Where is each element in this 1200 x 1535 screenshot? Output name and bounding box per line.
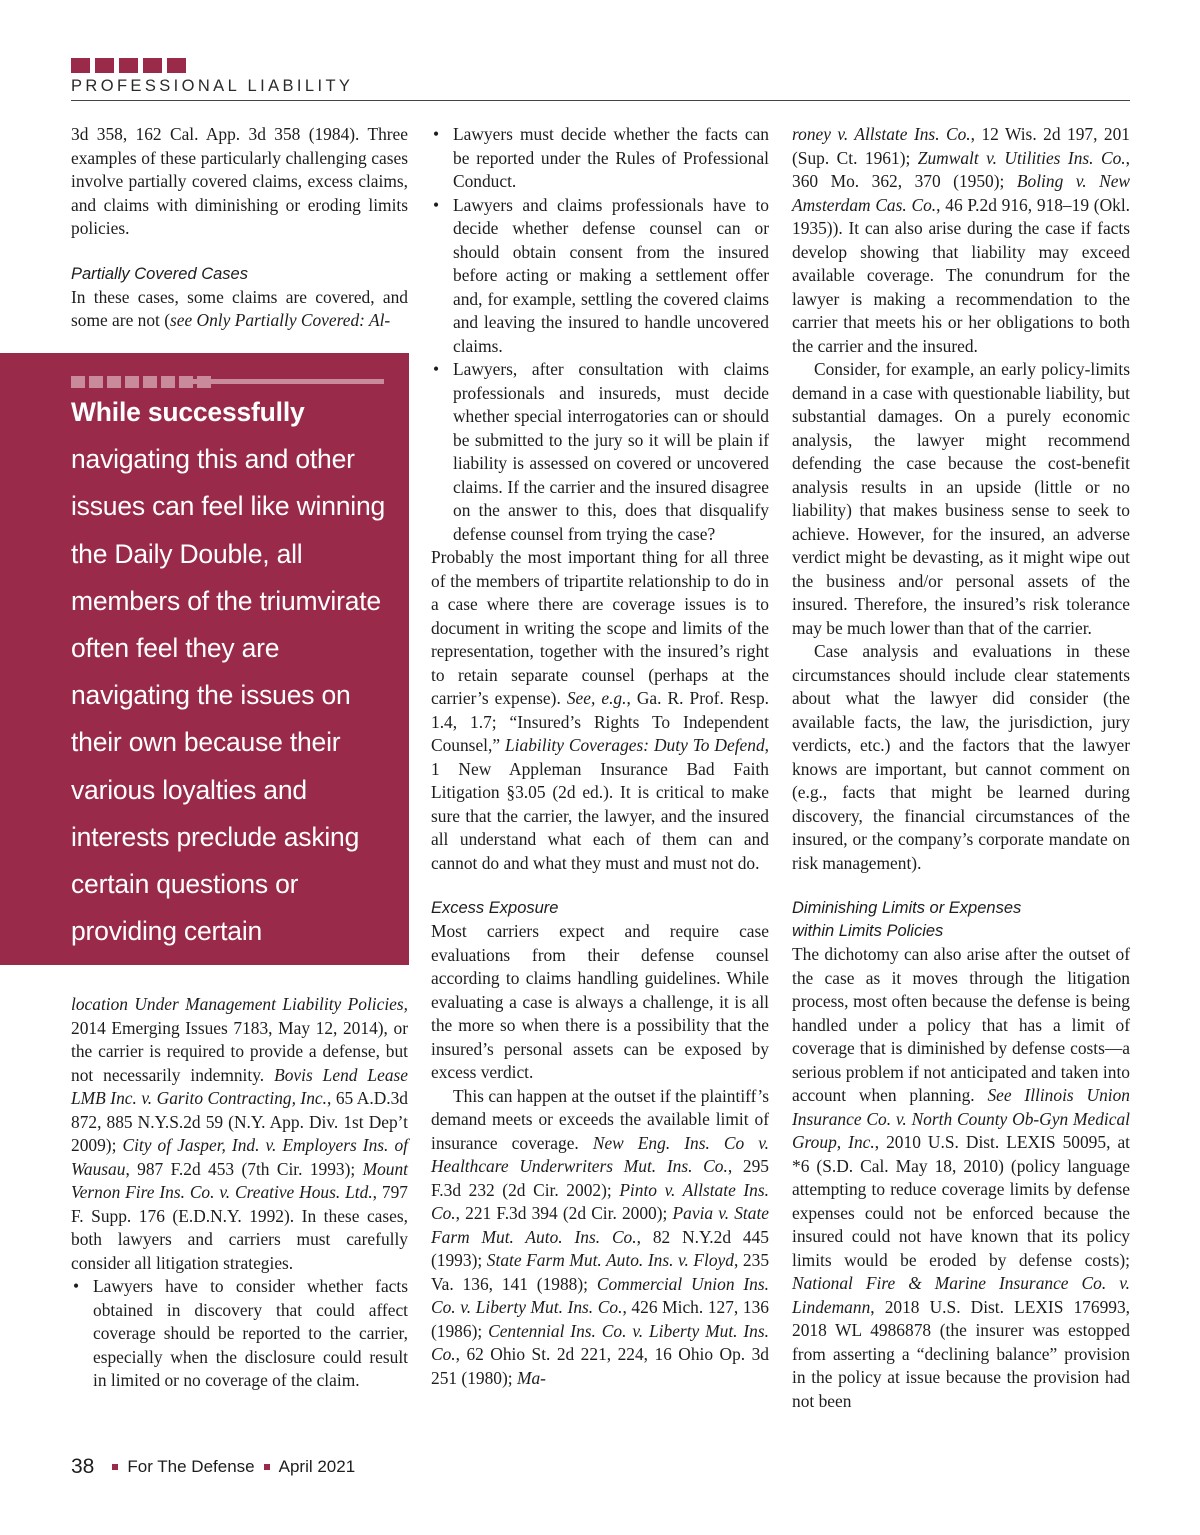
list-item: • Lawyers must decide whether the facts can be reported under the Rules of Professional Conduct.: [431, 123, 769, 194]
subheading-excess-exposure: Excess Exposure: [431, 899, 559, 917]
page-number: 38: [71, 1455, 95, 1478]
header-squares-icon: [71, 58, 186, 73]
column-1-bottom: [71, 993, 408, 1393]
subheading-diminishing-limits: Diminishing Limits or Expenses within Limits Policies: [792, 899, 1022, 940]
header-rule: [71, 100, 1130, 101]
issue-date: April 2021: [278, 1457, 356, 1476]
paragraph: This can happen at the outset if the plaintiff’s demand meets or exceeds the available limit of insurance coverage. New Eng. Ins. Co v. Healthcare Underwriters Mut. Ins. Co., 295 F.3d 232 (2d Cir. 2002); Pinto v. Allstate Ins. Co., 221 F.3d 394 (2d Cir. 2000); Pavia v. State Farm Mut. Auto. Ins. Co., 82 N.Y.2d 445 (1993); State Farm Mut. Auto. Ins. v. Floyd, 235 Va. 136, 141 (1988); Commercial Union Ins. Co. v. Liberty Mut. Ins. Co., 426 Mich. 127, 136 (1986); Centennial Ins. Co. v. Liberty Mut. Ins. Co., 62 Ohio St. 2d 221, 224, 16 Ohio Op. 3d 251 (1980); Ma-: [431, 1085, 770, 1388]
paragraph: In these cases, some claims are covered, and some are not (see Only Partially Covered: Al-: [71, 286, 408, 330]
paragraph: location Under Management Liability Policies, 2014 Emerging Issues 7183, May 12, 2014), or the carrier is required to provide a defense, but not necessarily indemnity. Bovis Lend Lease LMB Inc. v. Garito Contracting, Inc., 65 A.D.3d 872, 885 N.Y.S.2d 59 (N.Y. App. Div. 1st Dep’t 2009); City of Jasper, Ind. v. Employers Ins. of Wausau, 987 F.2d 453 (7th Cir. 1993); Mount Vernon Fire Ins. Co. v. Creative Hous. Ltd., 797 F. Supp. 176 (E.D.N.Y. 1992). In these cases, both lawyers and carriers must carefully consider all litigation strategies.: [71, 994, 408, 1273]
paragraph: The dichotomy can also arise after the outset of the case as it moves through the litigation process, most often because the defense is being handled under a policy that has a limit of coverage that is diminished by defense costs—a serious problem if not anticipated and taken into account when planning. See Illinois Union Insurance Co. v. North County Ob-Gyn Medical Group, Inc., 2010 U.S. Dist. LEXIS 50095, at *6 (S.D. Cal. May 18, 2010) (policy language attempting to reduce coverage limits by defense expenses could not be enforced because the insured could not have known that its policy limits would be eroded by defense costs); National Fire & Marine Insurance Co. v. Lindemann, 2018 U.S. Dist. LEXIS 176993, 2018 WL 4986878 (the insurer was estopped from asserting a “declining balance” provision in the policy at issue because the provision had not been: [792, 944, 1131, 1411]
pull-quote: [0, 353, 409, 994]
paragraph: Case analysis and evaluations in these circumstances should include clear statements about what the lawyer did consider (the available facts, the law, the jurisdiction, jury verdicts, etc.) and the factors that the lawyer knows are important, but cannot comment on (e.g., facts that might be learned during discovery, the financial circumstances of the insured, or the company’s corporate mandate on risk management).: [792, 641, 1130, 873]
section-label: PROFESSIONAL LIABILITY: [71, 77, 354, 95]
paragraph: roney v. Allstate Ins. Co., 12 Wis. 2d 197, 201 (Sup. Ct. 1961); Zumwalt v. Utilities Ins. Co., 360 Mo. 362, 370 (1950); Boling v. New Amsterdam Cas. Co., 46 P.2d 916, 918–19 (Okl. 1935)). It can also arise during the case if facts develop showing that liability may exceed available coverage. The conundrum for the lawyer is making a recommendation to the carrier that meets his or her obligations to both the carrier and the insured.: [792, 124, 1131, 356]
subheading-partially-covered: Partially Covered Cases: [71, 264, 248, 283]
separator-icon: [112, 1464, 118, 1470]
pull-quote-rule: [186, 379, 384, 384]
column-2: [431, 123, 769, 1390]
paragraph: 3d 358, 162 Cal. App. 3d 358 (1984). Three examples of these particularly challenging cases involve partially covered claims, excess claims, and claims with diminishing or eroding limits policies.: [71, 124, 408, 238]
list-item: • Lawyers, after consultation with claims professionals and insureds, must decide whether special interrogatories can or should be submitted to the jury so it will be plain if liability is assessed on covered or uncovered claims. If the carrier and the insured disagree on the answer to this, does that disqualify defense counsel from trying the case?: [431, 358, 769, 546]
list-item: • Lawyers and claims professionals have to decide whether defense counsel can or should obtain consent from the insured before acting or making a settlement offer and, for example, settling the covered claims and leaving the insured to handle uncovered claims.: [431, 194, 769, 359]
paragraph: Consider, for example, an early policy-limits demand in a case with questionable liability, but substantial damages. On a purely economic analysis, the lawyer might recommend defending the case because the cost-benefit analysis results in an upside (little or no liability) that makes business sense to seek to achieve. However, for the insured, an adverse verdict might be devasting, as it might wipe out the business and/or personal assets of the insured. Therefore, the insured’s risk tolerance may be much lower than that of the carrier.: [792, 359, 1130, 638]
list-item: • Lawyers have to consider whether facts obtained in discovery that could affect coverage should be reported to the carrier, especially when the disclosure could result in limited or no coverage of the claim.: [71, 1275, 408, 1393]
paragraph: Probably the most important thing for all three of the members of tripartite relationship to do in a case where there are coverage issues is to document in writing the scope and limits of the representation, together with the insured’s right to retain separate counsel (perhaps at the carrier’s expense). See, e.g., Ga. R. Prof. Resp. 1.4, 1.7; “Insured’s Rights To Independent Counsel,” Liability Coverages: Duty To Defend, 1 New Appleman Insurance Bad Faith Litigation §3.05 (2d ed.). It is critical to make sure that the carrier, the lawyer, and the insured all understand what each of them can and cannot do and what they must and must not do.: [431, 547, 770, 873]
pull-quote-text: While successfully navigating this and other issues can feel like winning the Daily Double, all members of the triumvirate often feel they are navigating the issues on their own because their various loyalties and interests preclude asking certain questions or providing certain information.: [71, 397, 386, 994]
separator-icon: [264, 1464, 270, 1470]
publication-name: For The Defense: [127, 1457, 255, 1476]
column-1-top: [71, 123, 408, 333]
page-footer: [71, 1455, 355, 1479]
paragraph: Most carriers expect and require case evaluations from their defense counsel according to claims handling guidelines. While evaluating a case is always a challenge, it is all the more so when there is a possibility that the insured’s personal assets can be exposed by excess verdict.: [431, 921, 769, 1082]
column-3: [792, 123, 1130, 1413]
